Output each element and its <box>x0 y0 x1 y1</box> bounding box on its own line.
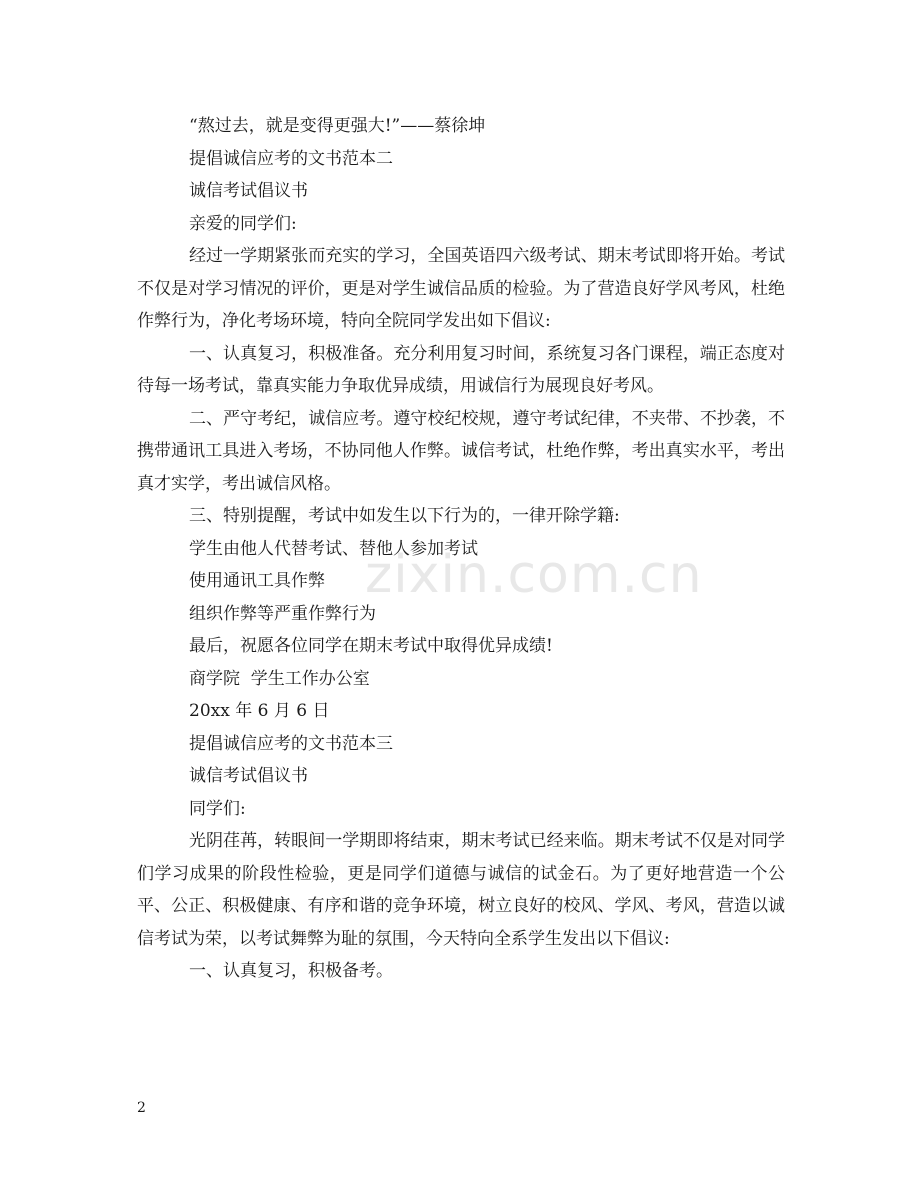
watermark: zixin.com.cn <box>365 545 703 605</box>
sample-two-intro: 经过一学期紧张而充实的学习，全国英语四六级考试、期末考试即将开始。考试不仅是对学习情况的评价，更是对学生诚信品质的检验。为了营造良好学风考风，杜绝作弊行为，净化考场环境，特向全院同学发出如下倡议: <box>137 246 785 331</box>
sample-two-title: 诚信考试倡议书 <box>189 181 308 201</box>
sample-three-salutation: 同学们: <box>189 798 246 819</box>
sample-two-date: 20xx 年 6 月 6 日 <box>189 701 330 721</box>
sample-two-heading: 提倡诚信应考的文书范本二 <box>189 148 393 169</box>
sample-three-heading: 提倡诚信应考的文书范本三 <box>189 733 393 754</box>
sample-two-point-two: 二、严守考纪，诚信应考。遵守校纪校规，遵守考试纪律，不夹带、不抄袭，不携带通讯工具进入考场，不协同他人作弊。诚信考试，杜绝作弊，考出真实水平，考出真才实学，考出诚信风格。 <box>137 408 785 494</box>
sample-two-salutation: 亲爱的同学们: <box>189 213 297 234</box>
sample-three-point-one: 一、认真复习，积极备考。 <box>189 961 393 981</box>
sample-two-closing: 最后，祝愿各位同学在期末考试中取得优异成绩! <box>189 636 553 656</box>
sample-two-item-a: 学生由他人代替考试、替他人参加考试 <box>189 538 478 559</box>
sample-two-point-three: 三、特别提醒，考试中如发生以下行为的，一律开除学籍: <box>189 506 620 526</box>
sample-two-signature: 商学院 学生工作办公室 <box>189 668 370 689</box>
quote-line: “熬过去，就是变得更强大!”——蔡徐坤 <box>189 116 486 136</box>
sample-three-intro: 光阴荏苒，转眼间一学期即将结束，期末考试已经来临。期末考试不仅是对同学们学习成果的阶段性检验，更是同学们道德与诚信的试金石。为了更好地营造一个公平、公正、积极健康、有序和谐的竞争环境，树立良好的校风、学风、考风，营造以诚信考试为荣，以考试舞弊为耻的氛围，今天特向全系学生发出以下倡议: <box>137 831 785 949</box>
sample-two-item-b: 使用通讯工具作弊 <box>189 571 325 591</box>
document-body <box>137 110 785 988</box>
page-number: 2 <box>137 1100 146 1116</box>
sample-three-title: 诚信考试倡议书 <box>189 766 308 786</box>
sample-two-item-c: 组织作弊等严重作弊行为 <box>189 603 376 624</box>
sample-two-point-one: 一、认真复习，积极准备。充分利用复习时间，系统复习各门课程，端正态度对待每一场考试，靠真实能力争取优异成绩，用诚信行为展现良好考风。 <box>137 343 785 396</box>
